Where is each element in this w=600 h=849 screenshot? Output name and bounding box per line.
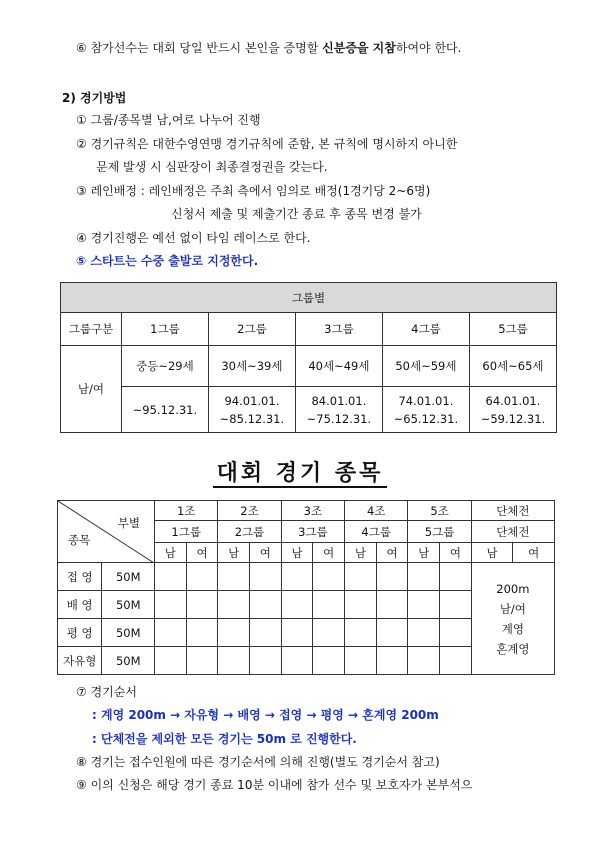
age-3: 40세~49세 (295, 346, 382, 387)
team-line-3: 계영 (501, 621, 524, 636)
event-dist-1: 50M (102, 563, 155, 591)
female-4: 여 (376, 543, 408, 563)
age-5: 60세~65세 (469, 346, 556, 387)
group-table-title: 그룹별 (61, 283, 557, 313)
male-1: 남 (155, 543, 187, 563)
female-team: 여 (513, 543, 555, 563)
event-name-3: 평 영 (58, 619, 102, 647)
age-2: 30세~39세 (208, 346, 295, 387)
male-team: 남 (471, 543, 513, 563)
jo-1: 1조 (155, 501, 218, 521)
event-dist-4: 50M (102, 647, 155, 675)
female-2: 여 (250, 543, 282, 563)
grp-4: 4그룹 (345, 521, 408, 543)
item-3: ③ 레인배정 : 레인배정은 주최 측에서 임의로 배정(1경기당 2~6명) (76, 184, 431, 198)
jo-5: 5조 (408, 501, 471, 521)
event-dist-3: 50M (102, 619, 155, 647)
grp-2: 2그룹 (218, 521, 281, 543)
rule-6-text: 참가선수는 대회 당일 반드시 본인을 증명할 (90, 41, 323, 55)
female-3: 여 (313, 543, 345, 563)
female-5: 여 (440, 543, 472, 563)
male-2: 남 (218, 543, 250, 563)
team-cell (471, 563, 554, 675)
item-2: ② 경기규칙은 대한수영연맹 경기규칙에 준함, 본 규칙에 명시하지 아니한 (76, 137, 458, 151)
rule-6-tail: 하여야 한다. (395, 41, 462, 55)
order-line-2: : 단체전을 제외한 모든 경기는 50m 로 진행한다. (92, 732, 357, 746)
group-header-5: 5그룹 (469, 313, 556, 346)
team-line-4: 혼계영 (496, 641, 530, 656)
rule-6 (76, 40, 461, 56)
age-1: 중등~29세 (121, 346, 208, 387)
item-4: ④ 경기진행은 예선 없이 타임 레이스로 한다. (76, 231, 311, 245)
birth-5: 64.01.01. ~59.12.31. (469, 387, 556, 433)
order-line-1: : 계영 200m → 자유형 → 배영 → 접영 → 평영 → 혼계영 200m (92, 708, 439, 722)
birth-2: 94.01.01. ~85.12.31. (208, 387, 295, 433)
corner-bottom: 종목 (68, 533, 91, 547)
group-header-4: 4그룹 (382, 313, 469, 346)
item-3-cont: 신청서 제출 및 제출기간 종료 후 종목 변경 불가 (171, 207, 422, 221)
rule-6-bold: 신분증을 지참 (322, 41, 396, 55)
jo-3: 3조 (281, 501, 344, 521)
male-5: 남 (408, 543, 440, 563)
group-table (60, 282, 557, 433)
group-header-label: 그룹구분 (61, 313, 122, 346)
grp-3: 3그룹 (281, 521, 344, 543)
corner-top: 부별 (117, 516, 140, 530)
gender-cell: 남/여 (61, 346, 122, 433)
jo-2: 2조 (218, 501, 281, 521)
item-8: ⑧ 경기는 접수인원에 따른 경기순서에 의해 진행(별도 경기순서 참고) (76, 755, 440, 769)
section-heading: 2) 경기방법 (62, 91, 127, 105)
group-header-3: 3그룹 (295, 313, 382, 346)
grp-team: 단체전 (471, 521, 554, 543)
male-4: 남 (345, 543, 377, 563)
item-5: ⑤ 스타트는 수중 출발로 지정한다. (76, 254, 259, 268)
female-1: 여 (186, 543, 218, 563)
item-1: ① 그룹/종목별 남,여로 나누어 진행 (76, 113, 261, 127)
item-7: ⑦ 경기순서 (76, 685, 137, 699)
event-name-2: 배 영 (58, 591, 102, 619)
item-2-cont: 문제 발생 시 심판장이 최종결정권을 갖는다. (96, 160, 328, 174)
event-table (57, 500, 555, 675)
event-name-1: 접 영 (58, 563, 102, 591)
team-line-1: 200m (496, 581, 530, 596)
jo-4: 4조 (345, 501, 408, 521)
event-title: 대회 경기 종목 (0, 456, 600, 487)
team-line-2: 남/여 (499, 601, 526, 616)
birth-1: ~95.12.31. (121, 387, 208, 433)
corner-cell (58, 501, 155, 563)
group-header-1: 1그룹 (121, 313, 208, 346)
rule-6-number: ⑥ (76, 41, 87, 55)
jo-team: 단체전 (471, 501, 554, 521)
event-dist-2: 50M (102, 591, 155, 619)
group-header-2: 2그룹 (208, 313, 295, 346)
birth-4: 74.01.01. ~65.12.31. (382, 387, 469, 433)
item-9: ⑨ 이의 신청은 해당 경기 종료 10분 이내에 참가 선수 및 보호자가 본부석으 (76, 778, 473, 792)
male-3: 남 (281, 543, 313, 563)
age-4: 50세~59세 (382, 346, 469, 387)
event-name-4: 자유형 (58, 647, 102, 675)
birth-3: 84.01.01. ~75.12.31. (295, 387, 382, 433)
grp-5: 5그룹 (408, 521, 471, 543)
grp-1: 1그룹 (155, 521, 218, 543)
